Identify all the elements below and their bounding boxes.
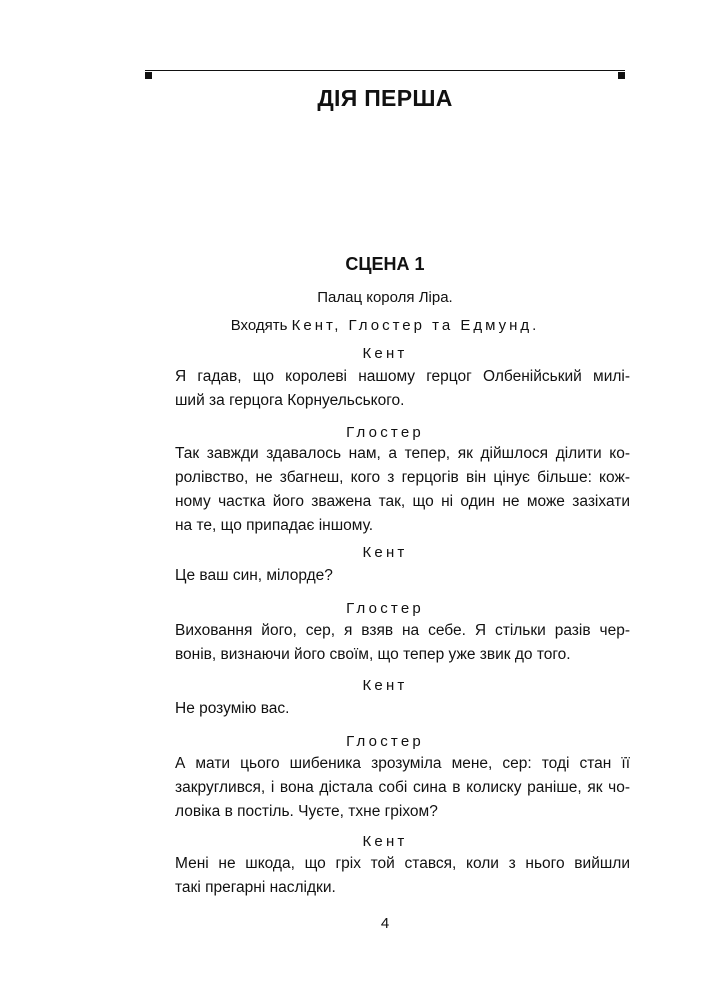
stage-direction-enter xyxy=(145,317,625,334)
speech-block xyxy=(175,564,630,588)
speech-line: вонів, визнаючи його своїм, що тепер уже звик до того. xyxy=(175,646,571,663)
stage-direction-enter-names: Кент, Глостер та Едмунд. xyxy=(291,317,540,334)
speech-line: Я гадав, що королеві нашому герцог Олбенійський милі- xyxy=(175,368,630,385)
speech-line: ший за герцога Корнуельського. xyxy=(175,392,405,409)
speaker-name: Глостер xyxy=(346,424,424,441)
speaker-name: Кент xyxy=(362,677,408,694)
speaker-name: Кент xyxy=(362,833,408,850)
speech-block xyxy=(175,697,630,721)
speech-line: Мені не шкода, що гріх той стався, коли з нього вийшли xyxy=(175,855,630,872)
speaker-name: Кент xyxy=(362,345,408,362)
speech-line: закруглився, і вона дістала собі сина в колиску раніше, як чо- xyxy=(175,779,630,796)
speech-line: на те, що припадає іншому. xyxy=(175,517,374,534)
speech-block xyxy=(175,852,630,900)
speech-line: А мати цього шибеника зрозуміла мене, сер: тоді стан її xyxy=(175,755,630,772)
speech-line: Так завжди здавалось нам, а тепер, як дійшлося ділити ко- xyxy=(175,445,630,462)
stage-direction-place: Палац короля Ліра. xyxy=(317,289,453,306)
speech-line: Виховання його, сер, я взяв на себе. Я стільки разів чер- xyxy=(175,622,630,639)
header-corner-mark-left xyxy=(145,72,152,79)
speaker-name: Глостер xyxy=(346,733,424,750)
speech-block xyxy=(175,365,630,413)
speech-line: такі прегарні наслідки. xyxy=(175,879,336,896)
speech-line: ловіка в постіль. Чуєте, тхне гріхом? xyxy=(175,803,438,820)
speech-block xyxy=(175,442,630,538)
speech-line: Це ваш син, мілорде? xyxy=(175,567,333,584)
scene-title: СЦЕНА 1 xyxy=(345,254,425,274)
header-rule xyxy=(145,70,625,71)
speech-block xyxy=(175,619,630,667)
speech-line: ному частка його зважена так, що ні один не може зазіхати xyxy=(175,493,630,510)
speech-block xyxy=(175,752,630,824)
speaker-name: Кент xyxy=(362,544,408,561)
speaker-name: Глостер xyxy=(346,600,424,617)
header-corner-mark-right xyxy=(618,72,625,79)
speech-line: ролівство, не збагнеш, кого з герцогів він цінує більше: кож- xyxy=(175,469,630,486)
speech-line: Не розумію вас. xyxy=(175,700,290,717)
act-title: ДІЯ ПЕРША xyxy=(317,85,453,111)
stage-direction-enter-prefix: Входять xyxy=(230,317,292,334)
page-number: 4 xyxy=(380,915,390,932)
